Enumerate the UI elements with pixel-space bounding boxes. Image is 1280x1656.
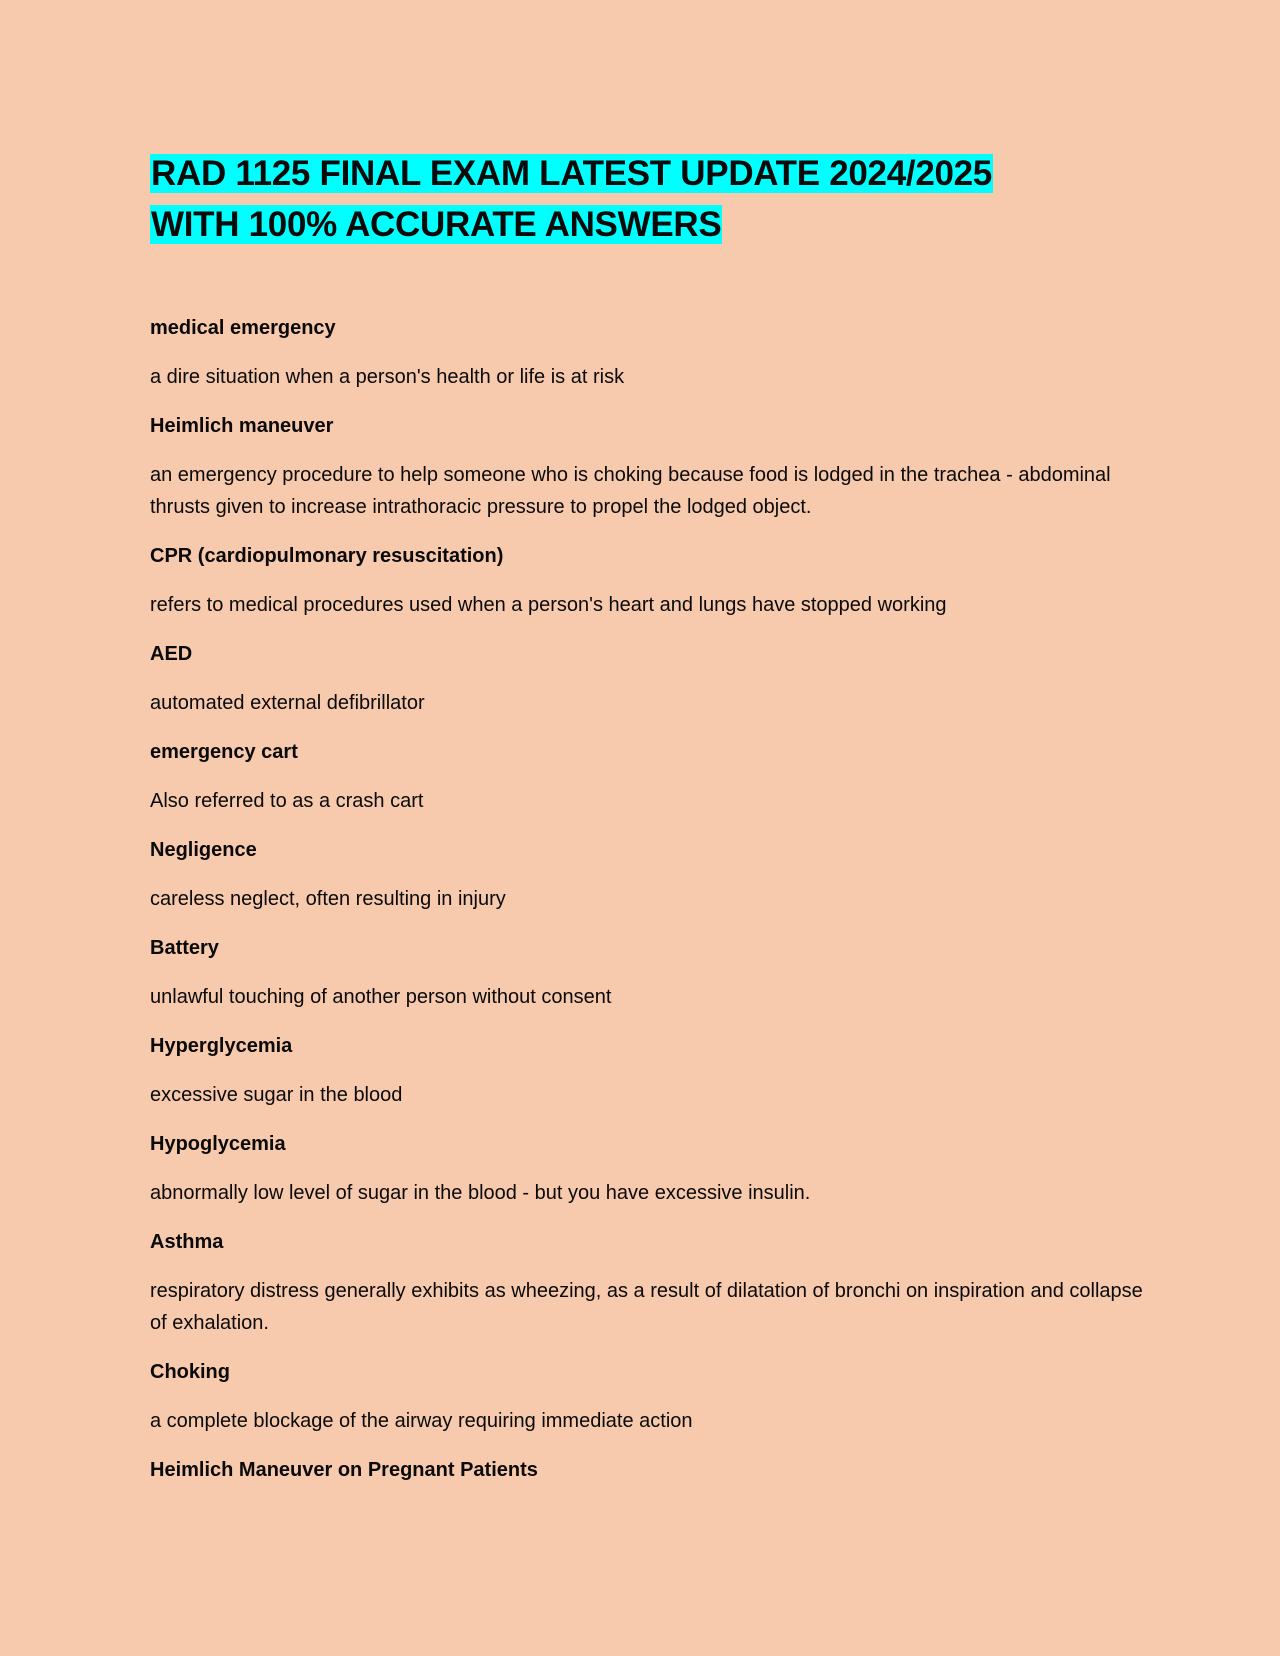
term: Battery: [150, 937, 219, 959]
term: medical emergency: [150, 317, 336, 339]
document-title-line-2: WITH 100% ACCURATE ANSWERS: [151, 205, 722, 244]
definition: a dire situation when a person's health or life is at risk: [150, 366, 625, 388]
definition: an emergency procedure to help someone who is choking because food is lodged in the trachea - abdominal thrusts given to increase intrathoracic pressure to propel the lodged object.: [150, 464, 1111, 518]
definition: a complete blockage of the airway requiring immediate action: [150, 1410, 693, 1432]
term: AED: [150, 643, 193, 665]
definition: Also referred to as a crash cart: [150, 790, 424, 812]
term: Negligence: [150, 839, 257, 861]
document-title-line-1: RAD 1125 FINAL EXAM LATEST UPDATE 2024/2025: [151, 154, 992, 193]
term: CPR (cardiopulmonary resuscitation): [150, 545, 504, 567]
term: Hyperglycemia: [150, 1035, 293, 1057]
definition: abnormally low level of sugar in the blood - but you have excessive insulin.: [150, 1182, 811, 1204]
definition: refers to medical procedures used when a person's heart and lungs have stopped working: [150, 594, 947, 616]
entry-heimlich-maneuver: [150, 410, 1150, 523]
entry-heimlich-pregnant: [150, 1454, 1150, 1486]
term: emergency cart: [150, 741, 298, 763]
entry-asthma: [150, 1226, 1150, 1339]
document-title: [150, 148, 1150, 250]
entry-hypoglycemia: [150, 1128, 1150, 1209]
definition: respiratory distress generally exhibits as wheezing, as a result of dilatation of bronchi on inspiration and collapse of exhalation.: [150, 1280, 1143, 1334]
entry-negligence: [150, 834, 1150, 915]
term: Asthma: [150, 1231, 224, 1253]
term: Heimlich Maneuver on Pregnant Patients: [150, 1459, 538, 1481]
term: Heimlich maneuver: [150, 415, 334, 437]
entry-battery: [150, 932, 1150, 1013]
entry-choking: [150, 1356, 1150, 1437]
term: Hypoglycemia: [150, 1133, 286, 1155]
definition: automated external defibrillator: [150, 692, 425, 714]
entry-cpr: [150, 540, 1150, 621]
term: Choking: [150, 1361, 230, 1383]
definition: unlawful touching of another person without consent: [150, 986, 612, 1008]
entry-emergency-cart: [150, 736, 1150, 817]
entry-aed: [150, 638, 1150, 719]
definition: careless neglect, often resulting in injury: [150, 888, 506, 910]
entry-medical-emergency: [150, 312, 1150, 393]
entry-hyperglycemia: [150, 1030, 1150, 1111]
term-list: [150, 312, 1150, 1486]
definition: excessive sugar in the blood: [150, 1084, 403, 1106]
